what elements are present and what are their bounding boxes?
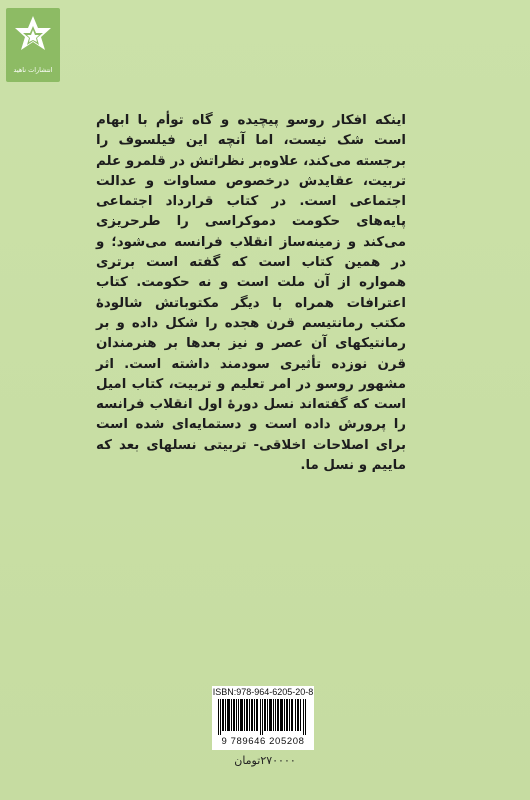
blurb-text: اینکه افکار روسو پیچیده و گاه توأم با ابهام است شک نیست، اما آنچه این فیلسوف را برجسته می‌کند، علاوه‌بر نظراتش در قلمرو علم تربیت، عقایدش درخصوص مساوات و عدالت اجتماعی است. در کتاب قرارداد اجتماعی پایه‌های حکومت دموکراسی را طرحریزی می‌کند و زمینه‌ساز انقلاب فرانسه می‌شود؛ و در همین کتاب است که گفته است برتری همواره از آن ملت است و نه حکومت. کتاب اعترافات همراه با دیگر مکتوباتش شالودهٔ مکتب رمانتیسم قرن هجده را شکل داده و بر رمانتیکهای آن عصر و نیز بعدها بر هنرمندان قرن نوزده تأثیری سودمند داشته است. اثر مشهور روسو در امر تعلیم و تربیت، کتاب امیل است که گفته‌اند نسل دورهٔ اول انقلاب فرانسه را پرورش داده است و دستمایه‌ای شده است برای اصلاحات اخلاقی- تربیتی نسلهای بعد که ماییم و نسل ما.	[96, 113, 406, 474]
barcode-icon	[218, 699, 308, 735]
price-text: ۲۷۰۰۰۰تومان	[234, 754, 296, 767]
star-emblem-icon	[12, 14, 54, 62]
barcode-label	[212, 686, 314, 750]
isbn-text: ISBN:978-964-6205-20-8	[212, 687, 314, 697]
publisher-logo	[6, 8, 60, 82]
publisher-name: انتشارات ناهید	[13, 66, 53, 74]
barcode-number: 9 789646 205208	[221, 736, 305, 747]
